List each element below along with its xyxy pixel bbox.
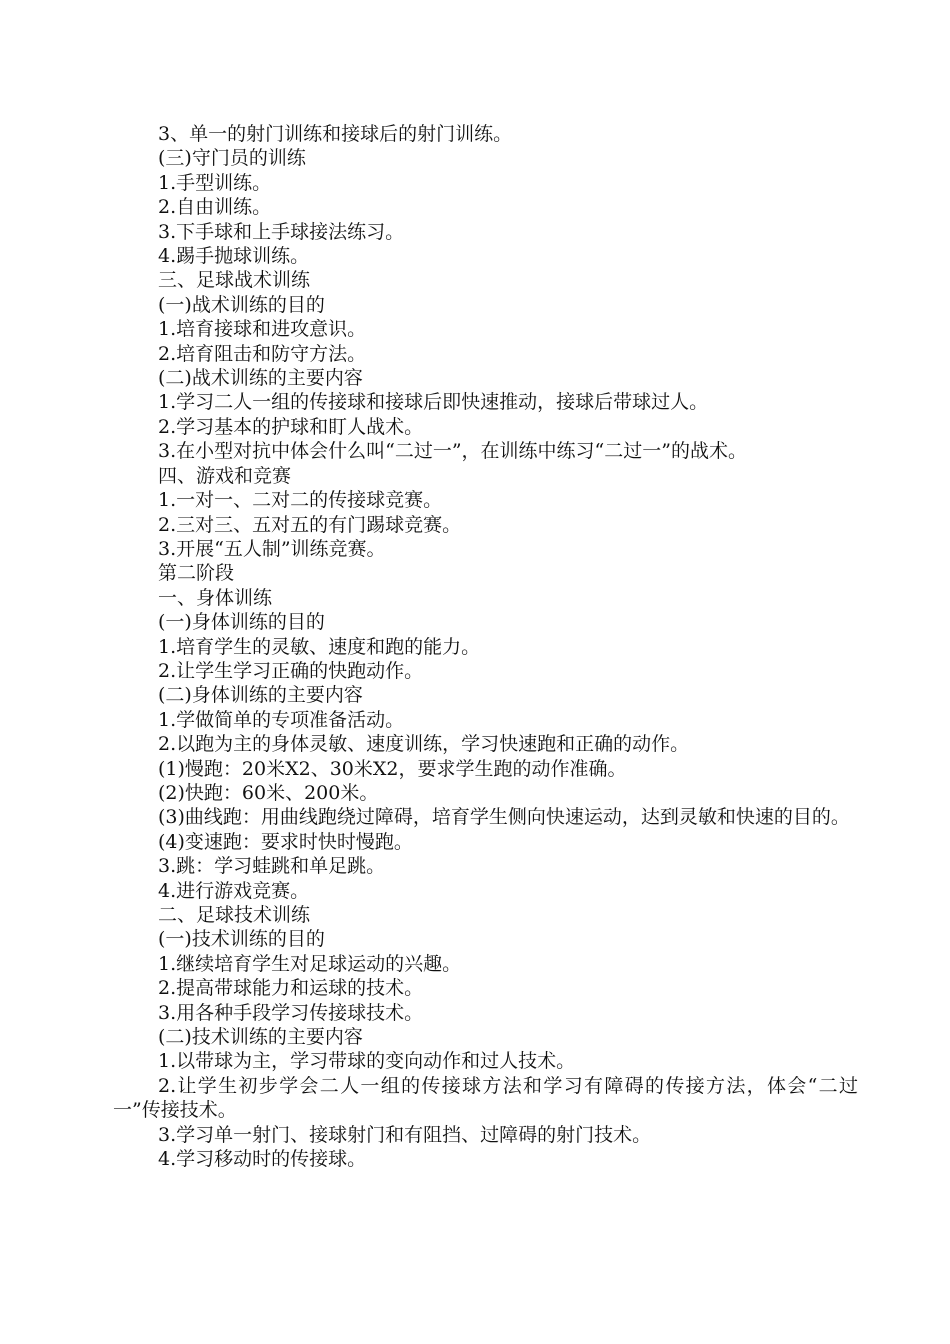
section-heading: 四、游戏和竞赛 <box>158 464 292 487</box>
section-heading: 三、足球战术训练 <box>158 269 311 292</box>
paragraph: 4.踢手抛球训练。 <box>158 245 310 268</box>
paragraph: 1.学习二人一组的传接球和接球后即快速推动，接球后带球过人。 <box>158 391 709 414</box>
paragraph: 1.一对一、二对二的传接球竞赛。 <box>158 489 443 512</box>
paragraph: 2.提高带球能力和运球的技术。 <box>158 977 424 1000</box>
paragraph: 2.三对三、五对五的有门踢球竞赛。 <box>158 513 462 536</box>
paragraph: 3.跳：学习蛙跳和单足跳。 <box>158 855 386 878</box>
paragraph: (4)变速跑：要求时快时慢跑。 <box>158 830 413 853</box>
paragraph: 2.自由训练。 <box>158 196 272 219</box>
paragraph: 1.学做简单的专项准备活动。 <box>158 708 405 731</box>
section-heading: (二)身体训练的主要内容 <box>158 684 363 707</box>
paragraph: (1)慢跑：20米X2、30米X2，要求学生跑的动作准确。 <box>158 757 627 780</box>
paragraph: 3.用各种手段学习传接球技术。 <box>158 1001 424 1024</box>
paragraph: 3.下手球和上手球接法练习。 <box>158 220 405 243</box>
paragraph: (3)曲线跑：用曲线跑绕过障碍，培育学生侧向快速运动，达到灵敏和快速的目的。 <box>158 806 850 829</box>
section-heading: (二)战术训练的主要内容 <box>158 367 363 390</box>
paragraph: 3.学习单一射门、接球射门和有阻挡、过障碍的射门技术。 <box>158 1123 652 1146</box>
paragraph: 3.在小型对抗中体会什么叫“二过一”，在训练中练习“二过一”的战术。 <box>158 440 747 463</box>
paragraph: 4.进行游戏竞赛。 <box>158 879 310 902</box>
paragraph: 2.学习基本的护球和盯人战术。 <box>158 415 424 438</box>
stage-heading: 第二阶段 <box>158 562 235 585</box>
paragraph: 2.培育阻击和防守方法。 <box>158 342 367 365</box>
paragraph: (2)快跑：60米、200米。 <box>158 781 379 804</box>
paragraph: 3.开展“五人制”训练竞赛。 <box>158 537 386 560</box>
section-heading: (二)技术训练的主要内容 <box>158 1026 363 1049</box>
paragraph: 4.学习移动时的传接球。 <box>158 1148 367 1171</box>
paragraph: 1.培育学生的灵敏、速度和跑的能力。 <box>158 635 481 658</box>
paragraph: 2.以跑为主的身体灵敏、速度训练，学习快速跑和正确的动作。 <box>158 733 690 756</box>
paragraph: 1.手型训练。 <box>158 171 272 194</box>
section-heading: (一)技术训练的目的 <box>158 928 325 951</box>
section-heading: 二、足球技术训练 <box>158 904 311 926</box>
section-heading: 一、身体训练 <box>158 586 273 609</box>
section-heading: (一)战术训练的目的 <box>158 293 325 316</box>
paragraph: 3、单一的射门训练和接球后的射门训练。 <box>158 123 513 145</box>
paragraph: 1.培育接球和进攻意识。 <box>158 318 367 341</box>
section-heading: (一)身体训练的目的 <box>158 611 325 634</box>
paragraph: 2.让学生学习正确的快跑动作。 <box>158 659 424 682</box>
document-body <box>113 122 858 1171</box>
section-heading: (三)守门员的训练 <box>158 147 306 170</box>
paragraph: 1.继续培育学生对足球运动的兴趣。 <box>158 952 462 975</box>
paragraph: 1.以带球为主，学习带球的变向动作和过人技术。 <box>158 1050 576 1073</box>
paragraph: 2.让学生初步学会二人一组的传接球方法和学习有障碍的传接方法，体会“二过一”传接技术。 <box>113 1074 858 1122</box>
